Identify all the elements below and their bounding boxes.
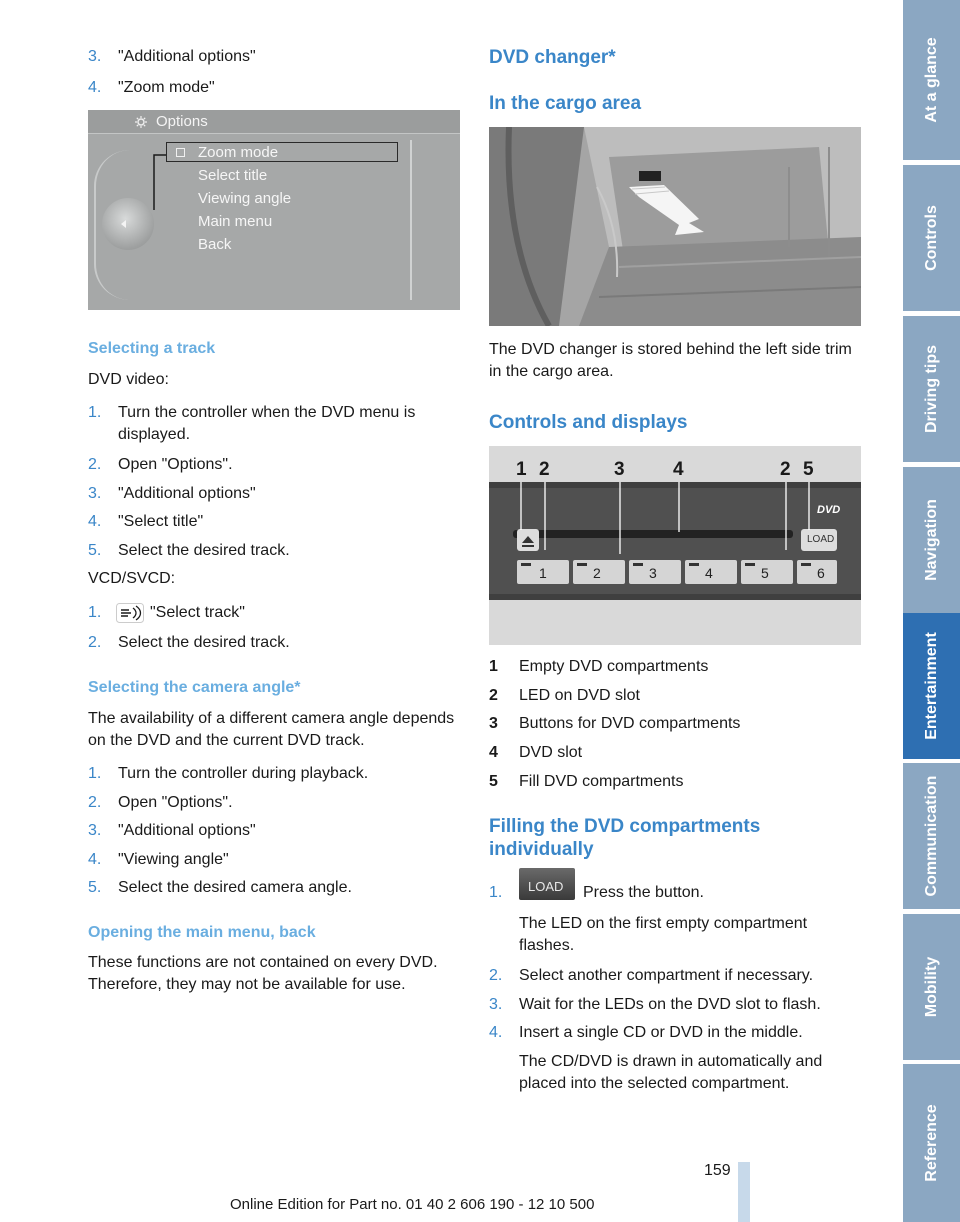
callout-line <box>88 110 460 310</box>
list-item <box>88 540 460 562</box>
list-item <box>88 820 460 842</box>
load-button-icon: LOAD <box>519 868 575 900</box>
list-item <box>489 879 861 904</box>
tab-controls[interactable]: Controls <box>903 165 960 311</box>
list-text: "Viewing angle" <box>118 851 229 868</box>
tab-reference[interactable]: Reference <box>903 1064 960 1222</box>
callout-number: 3 <box>614 459 625 480</box>
list-text: Select the desired camera angle. <box>118 879 352 896</box>
list-text: Select the desired track. <box>118 634 290 651</box>
list-number: 4. <box>489 1024 503 1041</box>
list-item <box>88 763 460 785</box>
list-item <box>88 454 460 476</box>
callout-number: 5 <box>803 459 814 480</box>
callout-number: 1 <box>516 459 527 480</box>
list-text: "Additional options" <box>118 48 256 65</box>
list-number: 1. <box>88 765 102 782</box>
legend-number: 5 <box>489 773 498 790</box>
paragraph: The CD/DVD is drawn in automatically and placed into the selected compartment. <box>519 1053 823 1092</box>
list-text: "Select track" <box>150 604 245 621</box>
legend-number: 1 <box>489 658 498 675</box>
compartment-button[interactable]: 3 <box>629 560 681 584</box>
list-item <box>88 877 460 899</box>
dvd-logo: DVD <box>817 504 841 516</box>
paragraph: The DVD changer is stored behind the left side trim in the cargo area. <box>489 341 852 380</box>
list-number: 3. <box>88 485 102 502</box>
tab-communication[interactable]: Communication <box>903 763 960 909</box>
list-item <box>489 994 861 1016</box>
legend-text: Empty DVD compartments <box>519 658 709 675</box>
section-heading: Filling the DVD compartments <box>489 816 761 837</box>
list-text: Turn the controller during playback. <box>118 765 369 782</box>
list-item <box>489 965 861 987</box>
list-number: 1. <box>88 604 102 621</box>
screen-menu-item: Zoom mode <box>198 144 279 161</box>
list-text: "Select title" <box>118 513 204 530</box>
legend-text: DVD slot <box>519 744 583 761</box>
list-item <box>489 1022 861 1044</box>
page-number: 159 <box>704 1162 731 1179</box>
page-title: DVD changer* <box>489 47 616 68</box>
list-text: Select another compartment if necessary. <box>519 967 814 984</box>
section-heading: individually <box>489 839 594 860</box>
tab-driving-tips[interactable]: Driving tips <box>903 316 960 462</box>
tab-entertainment[interactable]: Entertainment <box>903 613 960 759</box>
legend-item <box>489 713 861 735</box>
list-text: "Additional options" <box>118 822 256 839</box>
legend-item <box>489 771 861 793</box>
callout-number: 4 <box>673 459 684 480</box>
list-item <box>88 77 460 99</box>
list-number: 4. <box>88 513 102 530</box>
legend-number: 3 <box>489 715 498 732</box>
list-text: Insert a single CD or DVD in the middle. <box>519 1024 803 1041</box>
chapter-tabs <box>903 0 960 1222</box>
list-item <box>88 849 460 871</box>
cargo-area-photo <box>489 127 861 326</box>
list-text: "Additional options" <box>118 485 256 502</box>
compartment-button[interactable]: 4 <box>685 560 737 584</box>
callout-lines <box>489 446 861 645</box>
list-text: Wait for the LEDs on the DVD slot to flash. <box>519 996 821 1013</box>
list-item <box>88 511 460 533</box>
legend-text: Buttons for DVD compartments <box>519 715 741 732</box>
list-item <box>88 602 460 624</box>
list-number: 1. <box>88 404 102 421</box>
screen-menu-item: Select title <box>198 167 268 184</box>
section-heading: Selecting a track <box>88 340 216 357</box>
legend-item <box>489 685 861 707</box>
screen-title: Options <box>156 113 208 130</box>
section-heading: Selecting the camera angle* <box>88 679 301 696</box>
footer-text: Online Edition for Part no. 01 40 2 606 190 - 12 10 500 <box>230 1196 595 1213</box>
list-text: Open "Options". <box>118 794 233 811</box>
list-number: 1. <box>489 884 503 901</box>
list-text: Press the button. <box>583 884 704 901</box>
screen-scrollbar <box>410 140 412 300</box>
paragraph: VCD/SVCD: <box>88 570 176 587</box>
load-label: LOAD <box>807 534 835 545</box>
list-text: "Zoom mode" <box>118 79 215 96</box>
paragraph: The availability of a different camera angle depends on the DVD and the current DVD track. <box>88 710 455 749</box>
list-number: 2. <box>88 456 102 473</box>
paragraph: These functions are not contained on every DVD. Therefore, they may not be available for use. <box>88 954 438 993</box>
legend-item <box>489 742 861 764</box>
legend-text: LED on DVD slot <box>519 687 640 704</box>
list-number: 5. <box>88 542 102 559</box>
tab-mobility[interactable]: Mobility <box>903 914 960 1060</box>
legend-item <box>489 656 861 678</box>
list-number: 3. <box>489 996 503 1013</box>
list-number: 3. <box>88 822 102 839</box>
cargo-illustration <box>489 127 861 326</box>
legend-text: Fill DVD compartments <box>519 773 684 790</box>
callout-number: 2 <box>539 459 550 480</box>
compartment-button[interactable]: 6 <box>797 560 837 584</box>
section-heading: In the cargo area <box>489 93 642 114</box>
list-number: 3. <box>88 48 102 65</box>
tone-button-icon <box>116 603 144 623</box>
legend-number: 2 <box>489 687 498 704</box>
list-number: 2. <box>489 967 503 984</box>
screen-menu-item: Main menu <box>198 213 273 230</box>
screen-menu-item: Back <box>198 236 232 253</box>
list-item <box>88 402 460 446</box>
tab-at-a-glance[interactable]: At a glance <box>903 0 960 160</box>
legend-number: 4 <box>489 744 498 761</box>
tab-navigation[interactable]: Navigation <box>903 467 960 613</box>
list-text: Open "Options". <box>118 456 233 473</box>
list-item <box>88 792 460 814</box>
options-screen-image <box>88 110 460 310</box>
list-item <box>88 483 460 505</box>
section-heading: Controls and displays <box>489 412 688 433</box>
screen-menu-item: Viewing angle <box>198 190 292 207</box>
compartment-button[interactable]: 1 <box>517 560 569 584</box>
callout-number: 2 <box>780 459 791 480</box>
compartment-button[interactable]: 5 <box>741 560 793 584</box>
list-item <box>88 46 460 68</box>
compartment-button[interactable]: 2 <box>573 560 625 584</box>
list-number: 4. <box>88 851 102 868</box>
list-number: 4. <box>88 79 102 96</box>
list-text: Select the desired track. <box>118 542 290 559</box>
paragraph: The LED on the first empty compartment flashes. <box>519 915 808 954</box>
list-number: 2. <box>88 794 102 811</box>
list-text: Turn the controller when the DVD menu is displayed. <box>118 404 416 443</box>
paragraph: DVD video: <box>88 371 169 388</box>
list-number: 2. <box>88 634 102 651</box>
list-item <box>88 632 460 654</box>
dvd-changer-panel-image <box>489 446 861 645</box>
page-number-bar <box>738 1162 750 1222</box>
list-number: 5. <box>88 879 102 896</box>
section-heading: Opening the main menu, back <box>88 924 316 941</box>
